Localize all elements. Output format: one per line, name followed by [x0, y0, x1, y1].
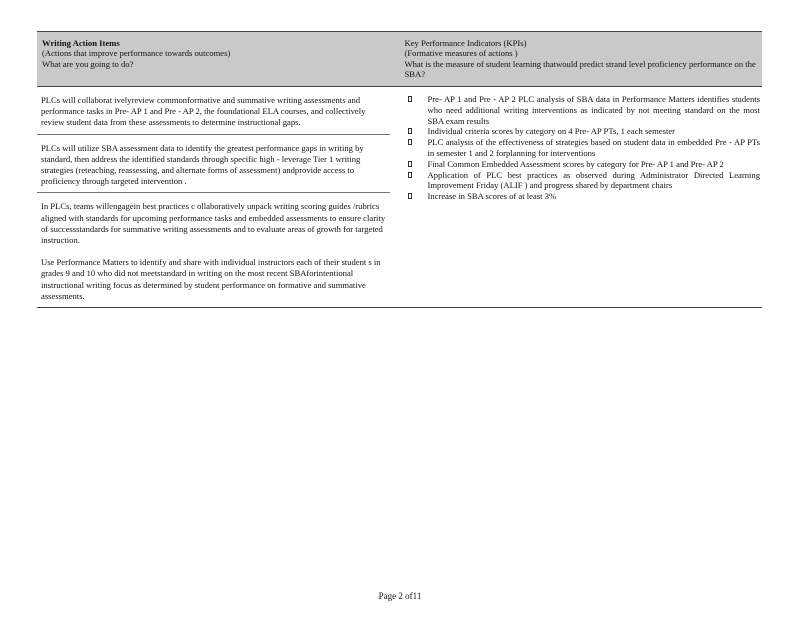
kpi-item	[406, 170, 763, 192]
kpi-item	[406, 191, 763, 202]
action-items-column	[37, 87, 400, 307]
kpi-text: Final Common Embedded Assessment scores by category for Pre- AP 1 and Pre- AP 2	[427, 158, 724, 169]
action-items-subtitle: (Actions that improve performance towards outcomes)	[42, 48, 231, 59]
bullet-box-icon	[408, 172, 412, 178]
bullet-box-icon	[408, 139, 412, 145]
kpi-header	[400, 32, 763, 86]
kpi-text: PLC analysis of the effectiveness of strategies based on student data in embedded Pre - AP PTs in semester 1 and 2 forplanning for interventions	[427, 137, 760, 158]
action-items-question: What are you going to do?	[42, 58, 134, 69]
kpi-item	[406, 137, 763, 159]
bullet-box-icon	[408, 128, 412, 134]
bullet-box-icon	[408, 96, 412, 102]
action-item-text: In PLCs, teams willengagein best practices c ollaboratively unpack writing scoring guides /rubrics aligned with standards for upcoming performance tasks and embedded assessments to ensure clarity of successstandards for summative writing assessments and to evaluate areas of growth for targeted instruction.	[41, 201, 386, 246]
bullet-box-icon	[408, 193, 412, 199]
action-item-text: Use Performance Matters to identify and share with individual instructors each of their student s in grades 9 and 10 who did not meetstandard in writing on the most recent SBAforintentional instructional writing focus as determined by student performance on formative and summative assessments.	[41, 257, 381, 301]
table-header	[37, 31, 762, 87]
page-number: Page 2 of11	[378, 591, 422, 601]
writing-action-table	[37, 31, 762, 308]
kpi-text: Increase in SBA scores of at least 3%	[427, 191, 557, 202]
kpi-item	[406, 159, 763, 170]
action-item-text: PLCs will collaborat ivelyreview commonformative and summative writing assessments and performance tasks in Pre- AP 1 and Pre - AP 2, the foundational ELA courses, and collectively review student data from these assessments to determine instructional gaps.	[41, 95, 366, 128]
kpi-column	[400, 87, 763, 307]
action-item	[37, 135, 390, 194]
kpi-text: Pre- AP 1 and Pre - AP 2 PLC analysis of SBA data in Performance Matters identifies students who need additional writing interventions as indicated by not meeting standard on the most SBA exam results	[427, 94, 760, 126]
kpi-question: What is the measure of student learning thatwould predict strand level proficiency performance on the SBA?	[404, 58, 756, 80]
kpi-item	[406, 94, 763, 126]
kpi-text: Individual criteria scores by category on 4 Pre- AP PTs, 1 each semester	[427, 126, 676, 137]
action-items-title: Writing Action Items	[42, 38, 120, 48]
bullet-box-icon	[408, 161, 412, 167]
action-item	[37, 193, 390, 307]
kpi-title: Key Performance Indicators (KPIs)	[404, 38, 527, 48]
action-item-text: PLCs will utilize SBA assessment data to identify the greatest performance gaps in writing by standard, then address the identified standards through specific high - leverage Tier 1 writing strategies (reteaching, reassessing, and alternate forms of assessment) andprovide access to proficiency through targeted intervention .	[41, 142, 364, 187]
kpi-text: Application of PLC best practices as observed during Administrator Directed Learning Improvement Friday (ALIF ) and progress shared by department chairs	[427, 169, 760, 191]
kpi-item	[406, 126, 763, 137]
kpi-list	[406, 94, 763, 202]
kpi-subtitle: (Formative measures of actions )	[404, 48, 518, 59]
action-items-header	[37, 32, 400, 86]
action-item	[37, 87, 390, 135]
table-body	[37, 87, 762, 308]
